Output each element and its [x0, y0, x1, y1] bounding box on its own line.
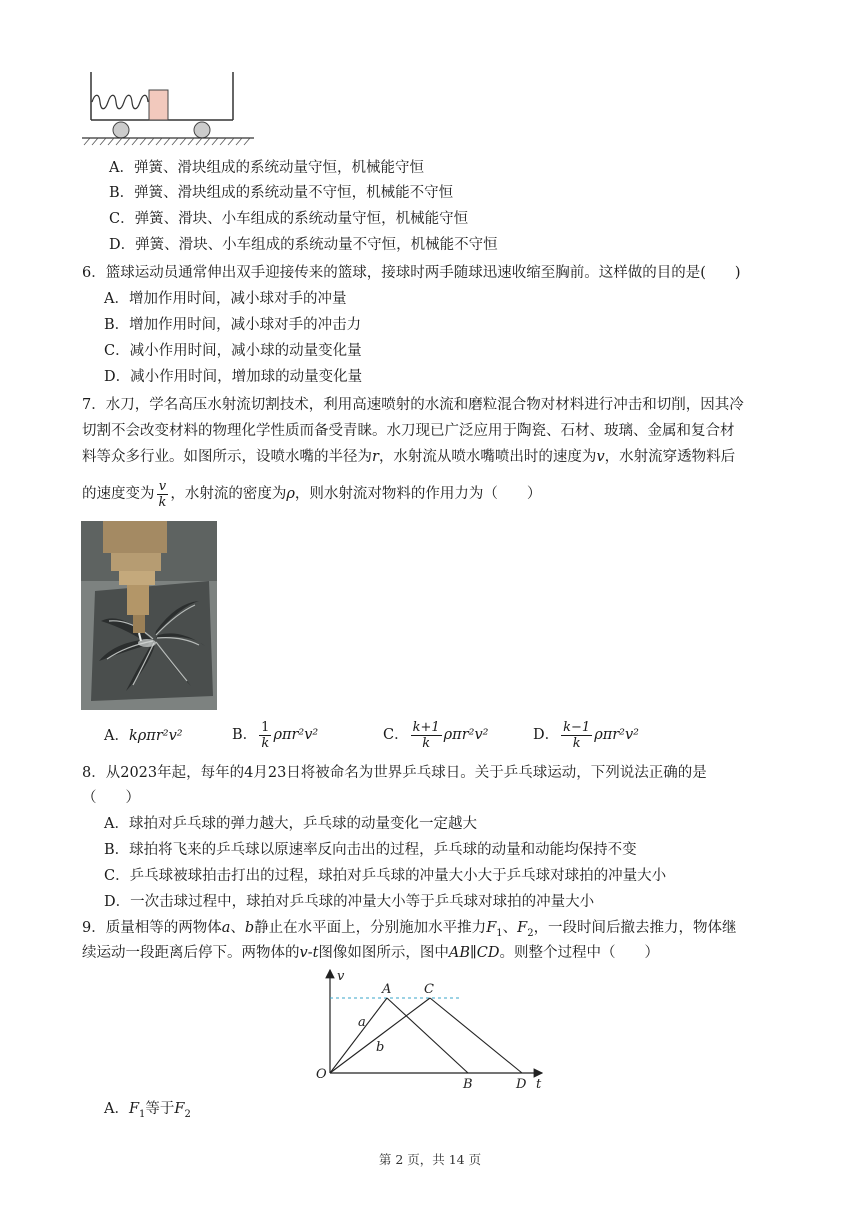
- q9-line-1: 9．质量相等的两物体a、b静止在水平面上，分别施加水平推力$F_1$、$F_2$，一段时间后撤去推力，物体继: [82, 920, 737, 939]
- q6-stem: 6．篮球运动员通常伸出双手迎接传来的篮球，接球时两手随球迅速收缩至胸前。这样做的目的是( ): [82, 265, 741, 281]
- q6-option-d: D．减小作用时间，增加球的动量变化量: [104, 369, 363, 385]
- q6-option-a: A．增加作用时间，减小球对手的冲量: [104, 291, 347, 307]
- vt-graph: [310, 966, 560, 1090]
- q8-option-b: B．球拍将飞来的乒乓球以原速率反向击出的过程，乒乓球的动量和动能均保持不变: [104, 842, 637, 858]
- q7-line-2: 切割不会改变材料的物理化学性质而备受青睐。水刀现已广泛应用于陶瓷、石材、玻璃、金属和复合材: [82, 423, 735, 439]
- waterjet-photo: [81, 521, 217, 710]
- point-c-label: C: [424, 982, 434, 997]
- q8-option-a: A．球拍对乒乓球的弹力越大，乒乓球的动量变化一定越大: [104, 816, 477, 832]
- cart-spring-figure: [82, 68, 262, 148]
- q5-option-d: D．弹簧、滑块、小车组成的系统动量不守恒，机械能不守恒: [109, 237, 498, 253]
- v-over-k-fraction: $\frac{v}{k}$: [158, 478, 167, 510]
- q5-option-a: A．弹簧、滑块组成的系统动量守恒，机械能守恒: [109, 160, 424, 176]
- q5-option-b: B．弹簧、滑块组成的系统动量不守恒，机械能不守恒: [109, 185, 454, 201]
- origin-label: O: [316, 1067, 327, 1082]
- q7-line-1: 7．水刀，学名高压水射流切割技术，利用高速喷射的水流和磨粒混合物对材料进行冲击和切削，因其冷: [82, 397, 744, 413]
- line-b-label: b: [376, 1040, 385, 1055]
- q9-line-2: 续运动一段距离后停下。两物体的v-t图像如图所示，图中AB∥CD。则整个过程中（ ）: [82, 945, 659, 961]
- q7-option-a: A．kρπr²v²: [104, 728, 183, 744]
- point-d-label: D: [516, 1077, 527, 1090]
- q5-option-c: C．弹簧、滑块、小车组成的系统动量守恒，机械能守恒: [109, 211, 469, 227]
- q8-option-c: C．乒乓球被球拍击打出的过程，球拍对乒乓球的冲量大小大于乒乓球对球拍的冲量大小: [104, 868, 667, 884]
- q7-line-4: 的速度变为 $\frac{v}{k}$ ，水射流的密度为ρ，则水射流对物料的作用力为（ ）: [82, 478, 542, 510]
- q7-option-d: D． $\frac{k-1}{k}$ ρπr²v²: [533, 719, 639, 751]
- q7-option-c: C． $\frac{k+1}{k}$ ρπr²v²: [383, 719, 489, 751]
- q8-stem-blank: （ ）: [82, 790, 140, 806]
- q6-option-b: B．增加作用时间，减小球对手的冲击力: [104, 317, 362, 333]
- point-b-label: B: [463, 1077, 473, 1090]
- axis-t-label: t: [536, 1077, 542, 1090]
- page-footer: 第 2 页，共 14 页: [378, 1152, 482, 1167]
- q8-stem: 8．从2023年起，每年的4月23日将被命名为世界乒乓球日。关于乒乓球运动，下列说法正确的是: [82, 765, 707, 781]
- q9-option-a: A．$F_1$等于$F_2$: [104, 1101, 191, 1120]
- q6-option-c: C．减小作用时间，减小球的动量变化量: [104, 343, 362, 359]
- point-a-label: A: [382, 982, 392, 997]
- axis-v-label: v: [337, 969, 345, 984]
- q8-option-d: D．一次击球过程中，球拍对乒乓球的冲量大小等于乒乓球对球拍的冲量大小: [104, 894, 595, 910]
- line-a-label: a: [358, 1015, 366, 1030]
- q7-line-3: 料等众多行业。如图所示，设喷水嘴的半径为r，水射流从喷水嘴喷出时的速度为v，水射流穿透物料后: [82, 449, 736, 465]
- q7-option-b: B． $\frac{1}{k}$ ρπr²v²: [232, 719, 319, 751]
